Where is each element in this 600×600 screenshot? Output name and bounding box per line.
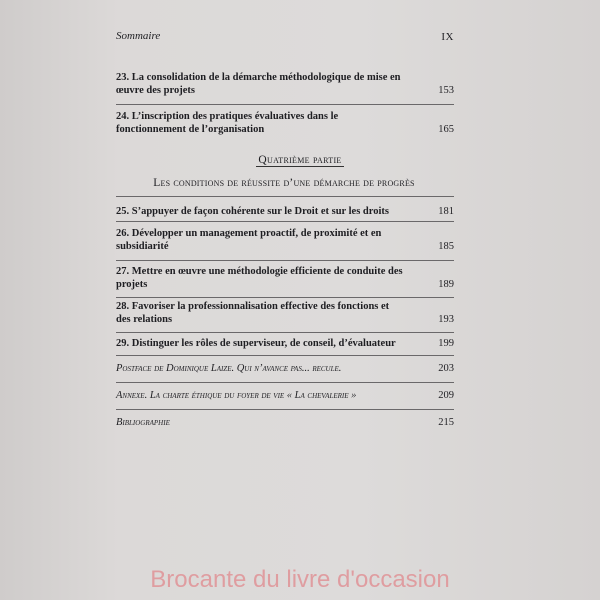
part-subtitle: Les conditions de réussite d’une démarche de progrès bbox=[153, 177, 415, 189]
part-title bbox=[0, 154, 600, 166]
toc-entry-text: 26. Développer un management proactif, de proximité et en subsidiarité bbox=[116, 228, 382, 252]
toc-entry-page: 203 bbox=[438, 363, 454, 374]
separator bbox=[116, 196, 454, 197]
toc-entry-page: 193 bbox=[438, 314, 454, 325]
toc-entry-page: 189 bbox=[438, 279, 454, 290]
separator bbox=[116, 332, 454, 333]
toc-entry-page: 165 bbox=[438, 124, 454, 135]
toc-entry-text: 29. Distinguer les rôles de superviseur, de conseil, d’évaluateur bbox=[116, 338, 396, 349]
toc-entry-postface bbox=[116, 363, 454, 374]
folio-page-number: IX bbox=[441, 31, 454, 43]
toc-entry-text: 28. Favoriser la professionnalisation effective des fonctions et des relations bbox=[116, 301, 390, 325]
toc-entry-page: 209 bbox=[438, 390, 454, 401]
separator bbox=[116, 221, 454, 222]
part-title-text: Quatrième partie bbox=[258, 154, 342, 166]
toc-entry-24 bbox=[116, 110, 454, 136]
toc-entry-page: 215 bbox=[438, 417, 454, 428]
toc-entry-text: Bibliographie bbox=[116, 417, 170, 428]
toc-entry-text: 27. Mettre en œuvre une méthodologie efficiente de conduite des projets bbox=[116, 266, 403, 290]
watermark-text: Brocante du livre d'occasion bbox=[150, 566, 450, 593]
toc-entry-text: 25. S’appuyer de façon cohérente sur le Droit et sur les droits bbox=[116, 206, 389, 217]
toc-entry-text: Annexe. La charte éthique du foyer de vie « La chevalerie » bbox=[116, 390, 357, 401]
toc-entry-page: 199 bbox=[438, 338, 454, 349]
toc-entry-bibliographie bbox=[116, 417, 454, 428]
toc-entry-29 bbox=[116, 337, 454, 350]
separator bbox=[116, 355, 454, 356]
toc-entry-25 bbox=[116, 205, 454, 218]
toc-entry-28 bbox=[116, 300, 454, 326]
separator bbox=[116, 382, 454, 383]
toc-entry-page: 185 bbox=[438, 241, 454, 252]
toc-entry-page: 153 bbox=[438, 85, 454, 96]
toc-entry-26 bbox=[116, 227, 454, 253]
toc-entry-text: 23. La consolidation de la démarche méthodologique de mise en œuvre des projets bbox=[116, 72, 401, 96]
toc-entry-27 bbox=[116, 265, 454, 291]
toc-entry-23 bbox=[116, 71, 454, 97]
toc-entry-text: 24. L’inscription des pratiques évaluatives dans le fonctionnement de l’organisation bbox=[116, 111, 339, 135]
toc-entry-page: 181 bbox=[438, 206, 454, 217]
separator bbox=[116, 409, 454, 410]
separator bbox=[116, 260, 454, 261]
toc-entry-text: Postface de Dominique Laize. Qui n’avance pas... recule. bbox=[116, 363, 342, 374]
toc-entry-annexe bbox=[116, 390, 454, 401]
running-head: Sommaire bbox=[116, 30, 161, 42]
separator bbox=[116, 104, 454, 105]
separator bbox=[116, 297, 454, 298]
